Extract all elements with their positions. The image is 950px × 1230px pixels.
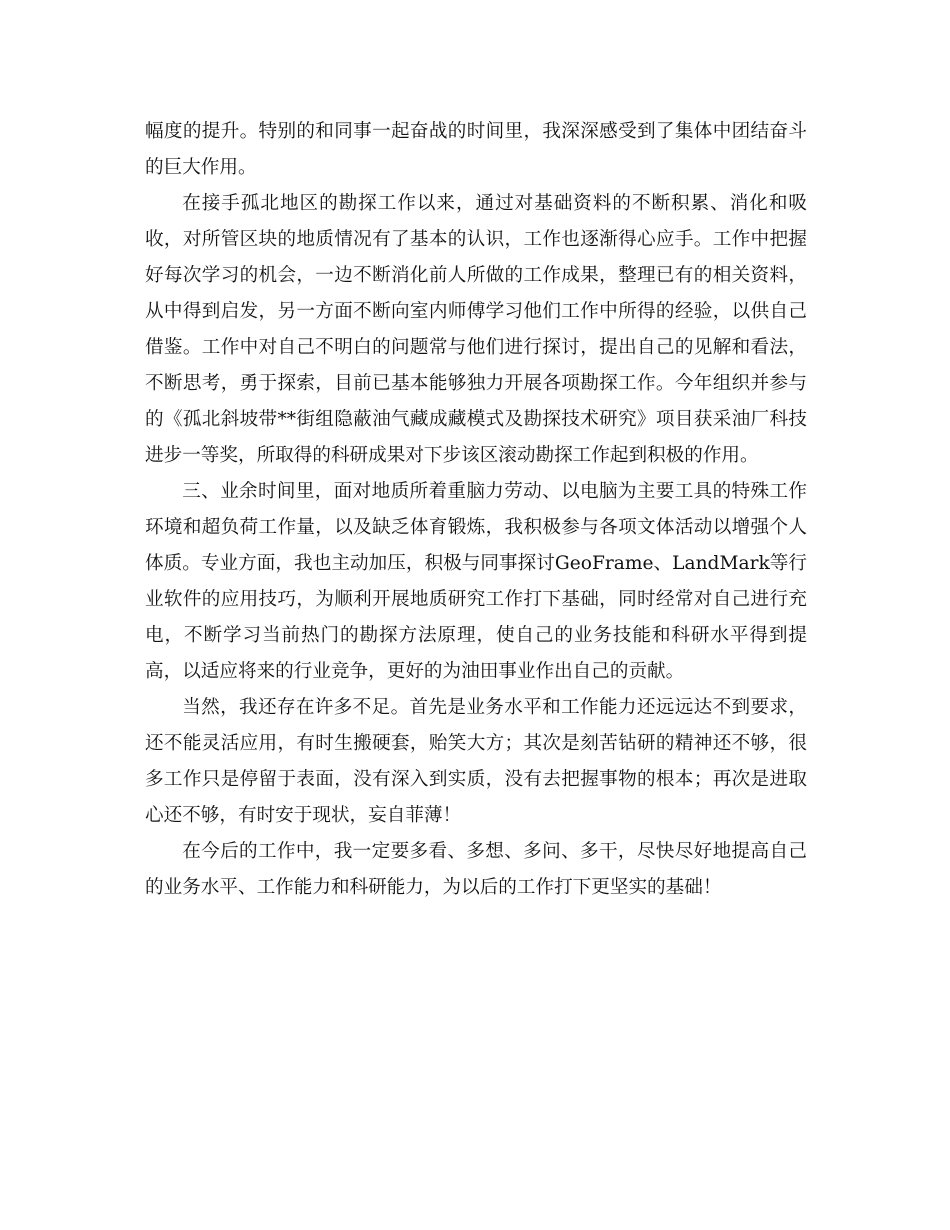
paragraph-2: 在接手孤北地区的勘探工作以来，通过对基础资料的不断积累、消化和吸收，对所管区块的地质情况有了基本的认识，工作也逐渐得心应手。工作中把握好每次学习的机会，一边不断消化前人所做的工作成果，整理已有的相关资料，从中得到启发，另一方面不断向室内师傅学习他们工作中所得的经验，以供自己借鉴。工作中对自己不明白的问题常与他们进行探讨，提出自己的见解和看法，不断思考，勇于探索，目前已基本能够独力开展各项勘探工作。今年组织并参与的《孤北斜坡带**街组隐蔽油气藏成藏模式及勘探技术研究》项目获采油厂科技进步一等奖，所取得的科研成果对下步该区滚动勘探工作起到积极的作用。	[145, 193, 807, 466]
paragraph-5: 在今后的工作中，我一定要多看、多想、多问、多干，尽快尽好地提高自己的业务水平、工作能力和科研能力，为以后的工作打下更坚实的基础！	[145, 841, 807, 898]
paragraph-3: 三、业余时间里，面对地质所着重脑力劳动、以电脑为主要工具的特殊工作环境和超负荷工作量，以及缺乏体育锻炼，我积极参与各项文体活动以增强个人体质。专业方面，我也主动加压，积极与同事探讨GeoFrame、LandMark等行业软件的应用技巧，为顺利开展地质研究工作打下基础，同时经常对自己进行充电，不断学习当前热门的勘探方法原理，使自己的业务技能和科研水平得到提高，以适应将来的行业竞争，更好的为油田事业作出自己的贡献。	[145, 481, 807, 682]
document-body	[145, 114, 807, 906]
paragraph-4: 当然，我还存在许多不足。首先是业务水平和工作能力还远远达不到要求，还不能灵活应用，有时生搬硬套，贻笑大方；其次是刻苦钻研的精神还不够，很多工作只是停留于表面，没有深入到实质，没有去把握事物的根本；再次是进取心还不够，有时安于现状，妄自菲薄！	[145, 697, 807, 826]
paragraph-1: 幅度的提升。特别的和同事一起奋战的时间里，我深深感受到了集体中团结奋斗的巨大作用。	[145, 121, 807, 178]
